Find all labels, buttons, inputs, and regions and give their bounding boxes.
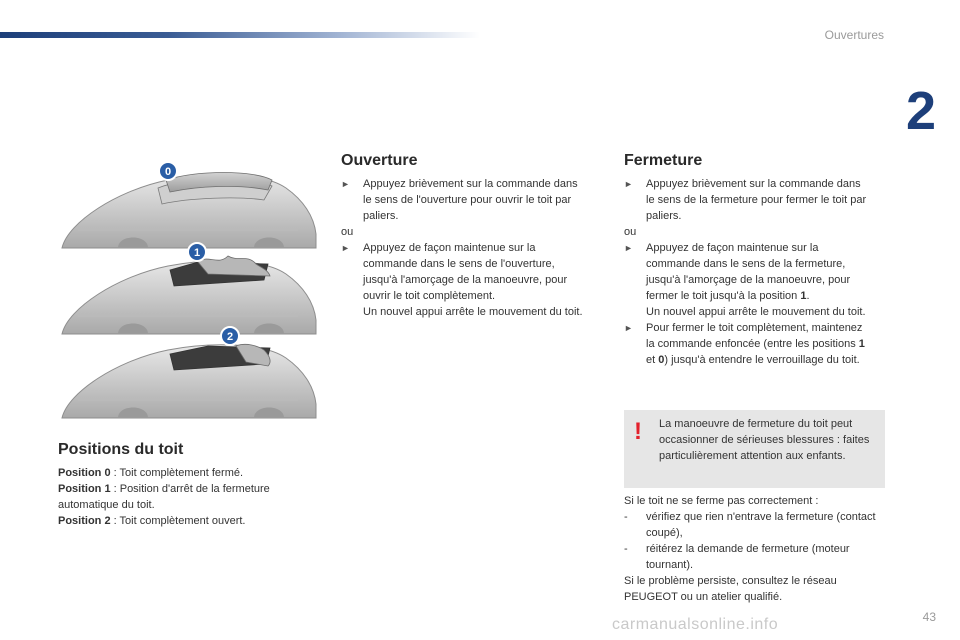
section-title: Ouvertures xyxy=(824,28,884,42)
car-position-0 xyxy=(62,173,316,249)
fermeture-title: Fermeture xyxy=(624,152,703,169)
badge-2 xyxy=(221,327,239,345)
fermeture-or: ou xyxy=(624,226,637,238)
svg-text:1: 1 xyxy=(193,247,201,259)
arrow-bullet-icon: ► xyxy=(624,243,633,253)
fermeture-step-1: ► Appuyez brièvement sur la commande dans le sens de la fermeture pour fermer le toit par paliers. xyxy=(624,178,867,222)
svg-text:0: 0 xyxy=(164,166,172,178)
troubleshoot-section xyxy=(624,493,886,605)
page-number: 43 xyxy=(922,610,936,624)
troubleshoot-outro: Si le problème persiste, consultez le réseau PEUGEOT ou un atelier qualifié. xyxy=(624,575,837,603)
ouverture-step-1: ► Appuyez brièvement sur la commande dans le sens de l'ouverture pour ouvrir le toit par paliers. xyxy=(341,178,578,222)
fermeture-instructions xyxy=(624,176,870,368)
warning-icon: ! xyxy=(634,418,642,445)
warning-text: La manoeuvre de fermeture du toit peut occasionner de sérieuses blessures : faites particulièrement attention aux enfants. xyxy=(659,418,870,462)
position-0: Position 0 : Toit complètement fermé. xyxy=(58,467,244,479)
dash-bullet-icon: - xyxy=(624,543,628,555)
header-accent-bar xyxy=(0,32,480,38)
badge-1 xyxy=(188,243,206,261)
positions-title: Positions du toit xyxy=(58,441,184,458)
car-position-1 xyxy=(62,256,316,334)
badge-0 xyxy=(159,162,177,180)
arrow-bullet-icon: ► xyxy=(624,179,633,189)
ouverture-title: Ouverture xyxy=(341,152,418,169)
svg-text:2: 2 xyxy=(226,331,234,343)
warning-box xyxy=(624,410,885,488)
position-1: Position 1 : Position d'arrêt de la fermeture automatique du toit. xyxy=(58,483,270,511)
positions-list xyxy=(58,465,313,529)
ouverture-step-2: ► Appuyez de façon maintenue sur la commande dans le sens de l'ouverture, jusqu'à l'amorçage de la manoeuvre, pour ouvrir le toit complètement. Un nouvel appui arrête le mouvement du toit. xyxy=(341,242,583,318)
chapter-number: 2 xyxy=(905,81,936,141)
arrow-bullet-icon: ► xyxy=(341,179,350,189)
roof-positions-illustration xyxy=(58,150,320,422)
watermark: carmanualsonline.info xyxy=(612,616,779,633)
dash-bullet-icon: - xyxy=(624,511,628,523)
position-2: Position 2 : Toit complètement ouvert. xyxy=(58,515,246,527)
fermeture-step-3: ► Pour fermer le toit complètement, maintenez la commande enfoncée (entre les positions 1 et 0) jusqu'à entendre le verrouillage du toit. xyxy=(624,322,865,366)
fermeture-step-2: ► Appuyez de façon maintenue sur la commande dans le sens de la fermeture, jusqu'à l'amorçage de la manoeuvre, pour fermer le toit jusqu'à la position 1. Un nouvel appui arrête le mouvement du toit. xyxy=(624,242,866,318)
arrow-bullet-icon: ► xyxy=(341,243,350,253)
ouverture-or: ou xyxy=(341,226,354,238)
arrow-bullet-icon: ► xyxy=(624,323,633,333)
troubleshoot-item: - réitérez la demande de fermeture (moteur tournant). xyxy=(624,543,850,571)
troubleshoot-item: - vérifiez que rien n'entrave la fermeture (contact coupé), xyxy=(624,511,876,539)
ouverture-instructions xyxy=(341,176,587,320)
car-position-2 xyxy=(62,344,316,418)
troubleshoot-intro: Si le toit ne se ferme pas correctement : xyxy=(624,495,819,507)
